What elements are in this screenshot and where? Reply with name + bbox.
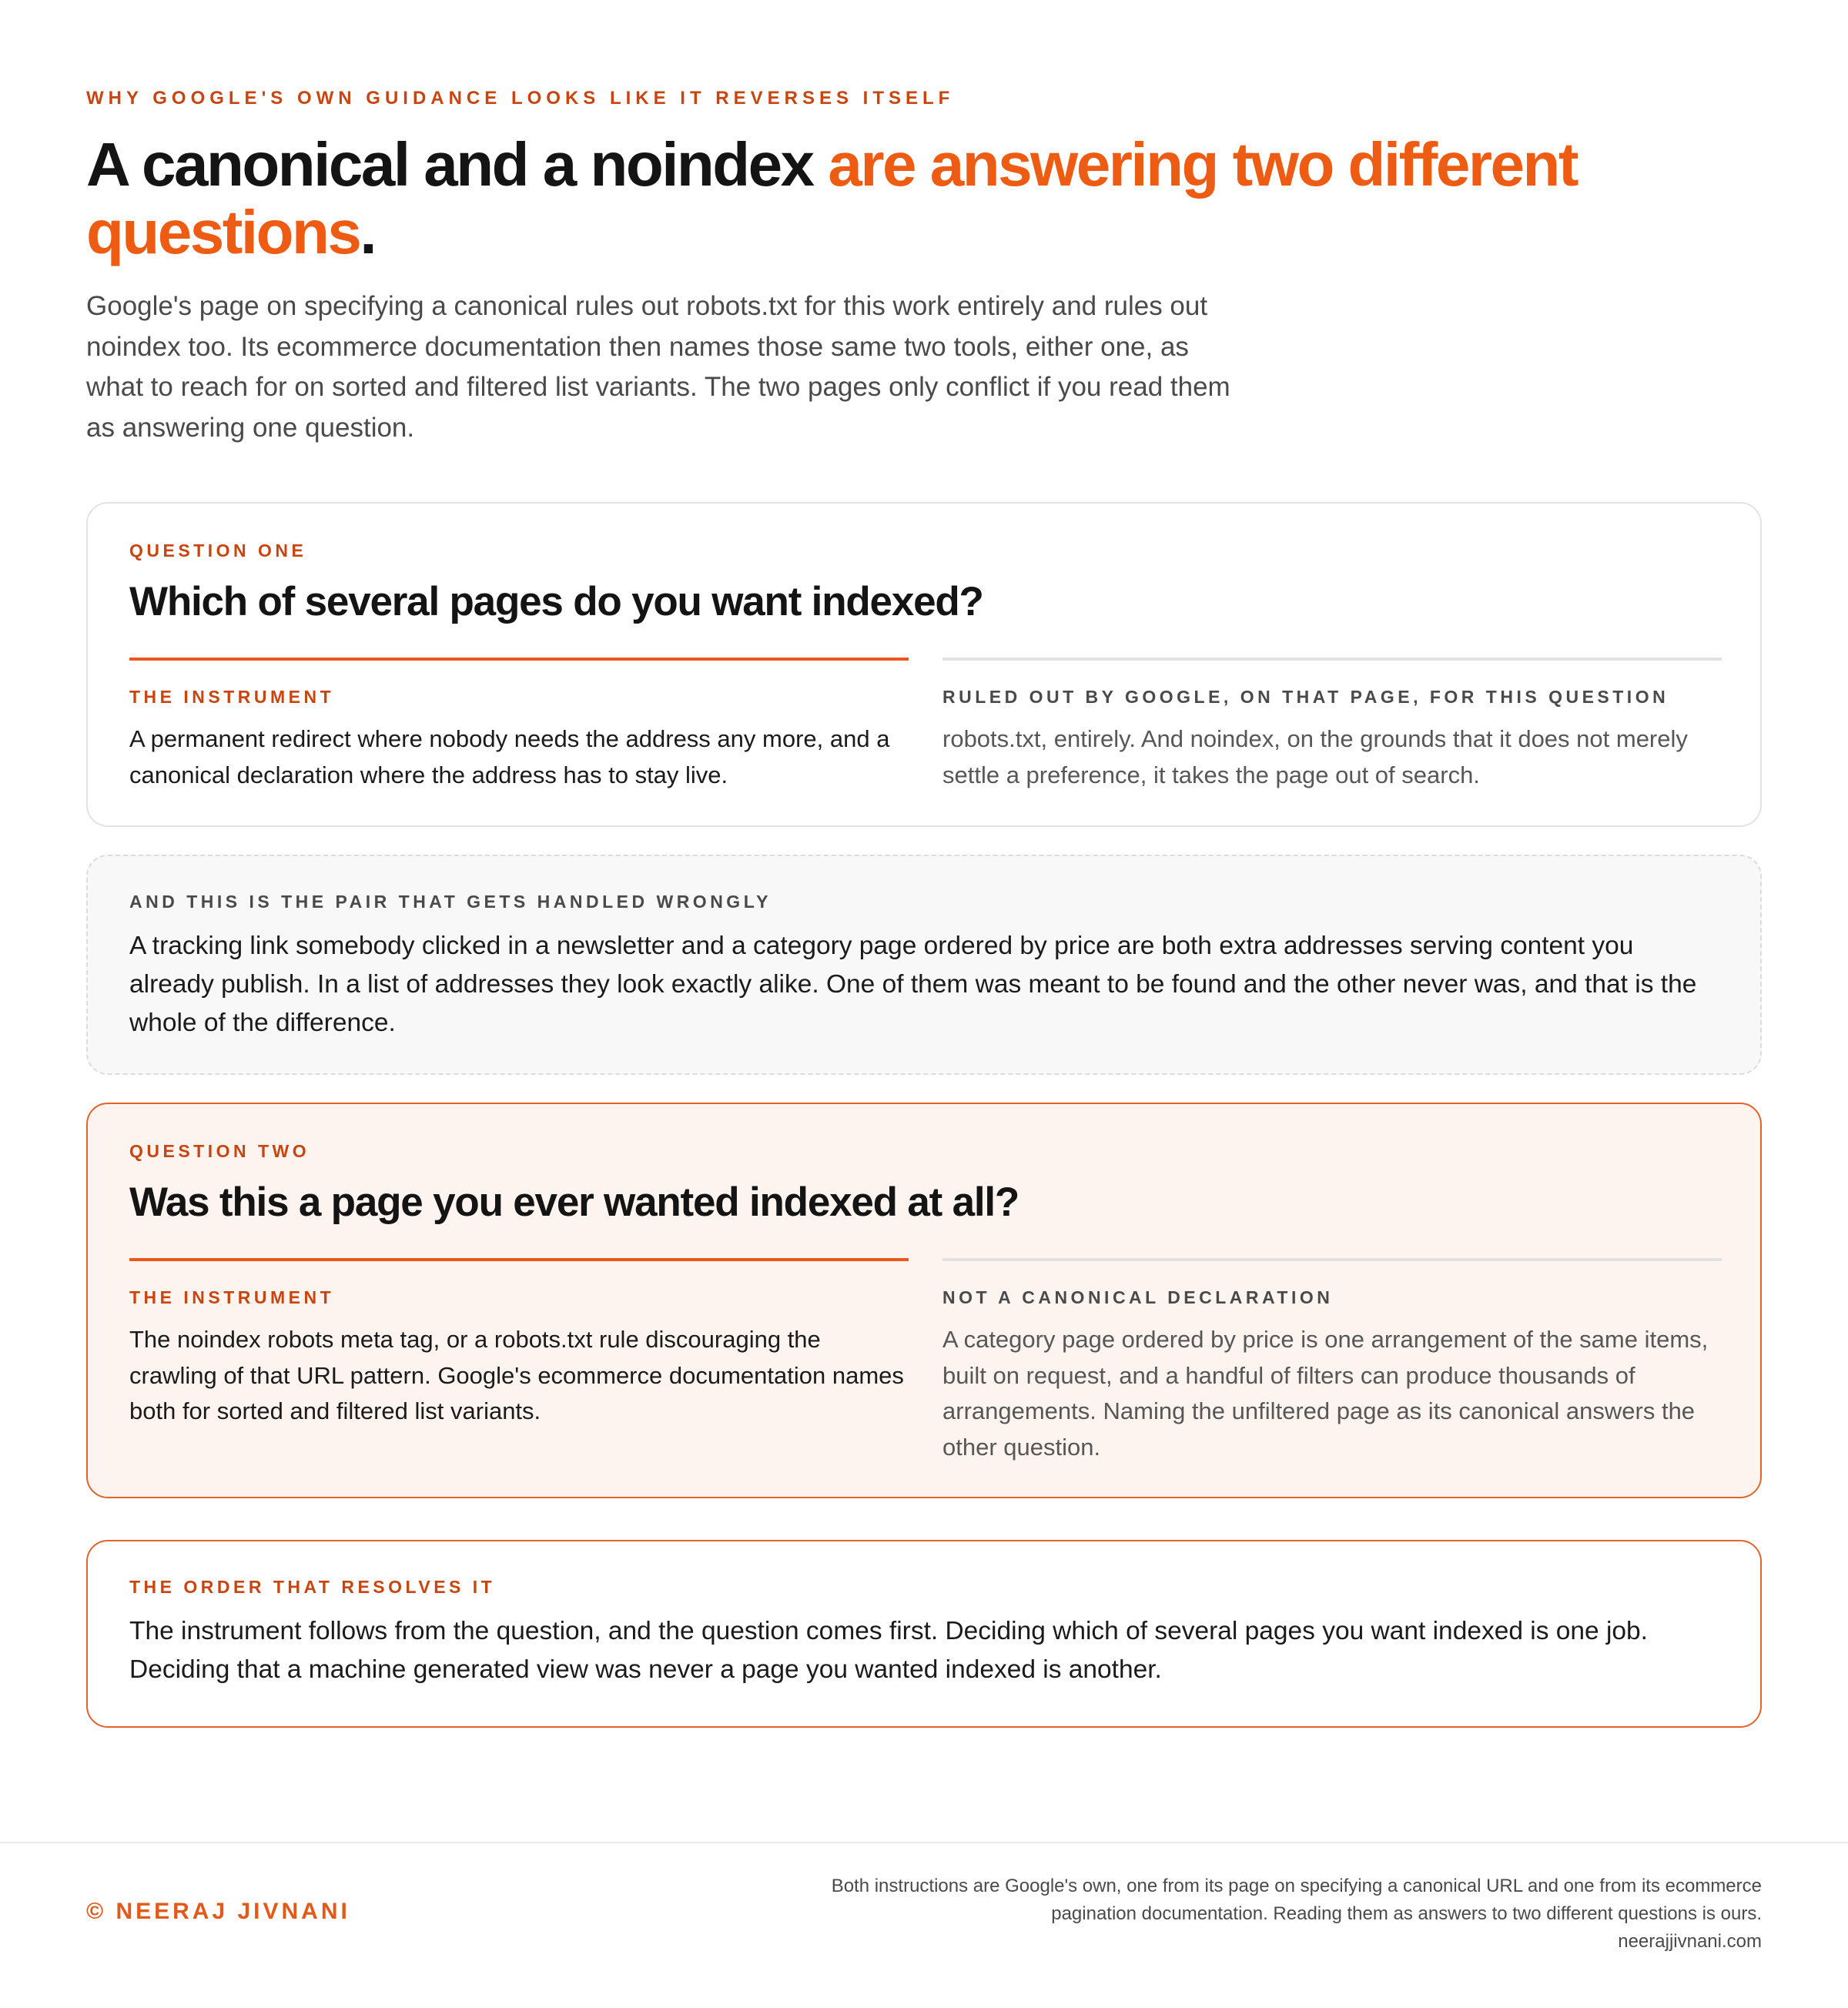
ruled-out-rule	[942, 658, 1722, 661]
footnote-line-1: Both instructions are Google's own, one from its page on specifying a canonical URL and one from its ecommerce	[831, 1876, 1762, 1896]
question-one-card	[86, 502, 1762, 827]
pair-label: AND THIS IS THE PAIR THAT GETS HANDLED WRONGLY	[129, 892, 772, 912]
not-canonical-rule	[942, 1258, 1722, 1261]
eyebrow: WHY GOOGLE'S OWN GUIDANCE LOOKS LIKE IT REVERSES ITSELF	[86, 88, 955, 109]
resolution-card	[86, 1540, 1762, 1728]
headline	[86, 131, 1703, 266]
headline-end: .	[360, 198, 376, 266]
question-two-instrument	[129, 1258, 909, 1430]
brand-credit: © NEERAJ JIVNANI	[86, 1899, 350, 1924]
not-canonical-label: NOT A CANONICAL DECLARATION	[942, 1287, 1334, 1307]
question-one-ruled-out	[942, 658, 1722, 793]
footer-divider	[0, 1842, 1848, 1843]
question-one-label: QUESTION ONE	[129, 540, 307, 561]
not-canonical-text: A category page ordered by price is one arrangement of the same items, built on request, and a handful of filters can produce thousands of arrangements. Naming the unfiltered page as its canonical answers the other question.	[942, 1326, 1709, 1461]
resolution-text: The instrument follows from the question, and the question comes first. Deciding which of several pages you want indexed is one job. Deciding that a machine generated view was never a page you wanted indexed is another.	[129, 1617, 1648, 1684]
question-two-card	[86, 1103, 1762, 1498]
headline-accent: are answering two different questions	[86, 130, 1578, 266]
question-two-label: QUESTION TWO	[129, 1141, 310, 1161]
question-two-not-canonical	[942, 1258, 1722, 1465]
headline-lead: A canonical and a noindex	[86, 130, 829, 199]
question-one-instrument	[129, 658, 909, 793]
instrument-text: The noindex robots meta tag, or a robots.txt rule discouraging the crawling of that URL pattern. Google's ecommerce documentation names both for sorted and filtered list variants.	[129, 1326, 904, 1424]
resolution-label: THE ORDER THAT RESOLVES IT	[129, 1577, 496, 1597]
footnote	[715, 1872, 1762, 1956]
pair-text: A tracking link somebody clicked in a newsletter and a category page ordered by price are both extra addresses serving content you already publish. In a list of addresses they look exactly alike. One of them was meant to be found and the other never was, and that is the whole of the difference.	[129, 932, 1697, 1037]
instrument-label: THE INSTRUMENT	[129, 1287, 335, 1307]
ruled-out-label: RULED OUT BY GOOGLE, ON THAT PAGE, FOR THIS QUESTION	[942, 687, 1669, 707]
question-one-title: Which of several pages do you want indexed?	[129, 579, 983, 624]
instrument-rule	[129, 1258, 909, 1261]
instrument-text: A permanent redirect where nobody needs the address any more, and a canonical declaration where the address has to stay live.	[129, 725, 890, 788]
instrument-label: THE INSTRUMENT	[129, 687, 335, 707]
instrument-rule	[129, 658, 909, 661]
footnote-line-2: pagination documentation. Reading them as answers to two different questions is ours.	[1051, 1903, 1762, 1924]
lede: Google's page on specifying a canonical rules out robots.txt for this work entirely and rules out noindex too. Its ecommerce documentation then names those same two tools, either one, as what to reach for on sorted and filtered list variants. The two pages only conflict if you read them as answering one question.	[86, 291, 1230, 443]
site-link[interactable]: neerajjivnani.com	[1618, 1931, 1762, 1952]
question-two-title: Was this a page you ever wanted indexed at all?	[129, 1180, 1019, 1225]
pair-card	[86, 855, 1762, 1075]
ruled-out-text: robots.txt, entirely. And noindex, on the grounds that it does not merely settle a preference, it takes the page out of search.	[942, 725, 1688, 788]
